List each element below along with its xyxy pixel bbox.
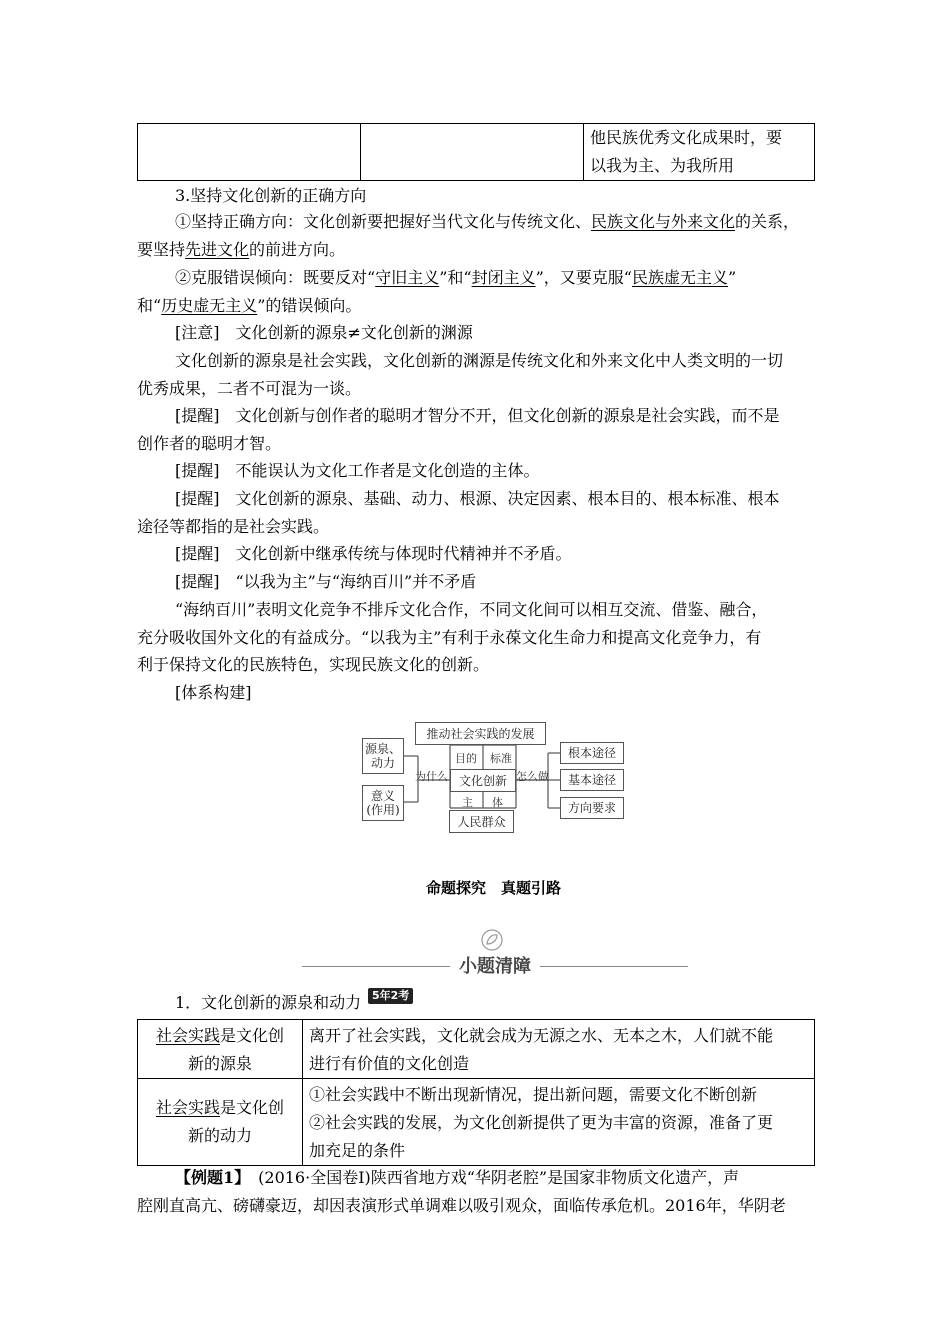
- top-table: [137, 123, 815, 181]
- reminder-5-explain-line2: 充分吸收国外文化的有益成分。“以我为主”有利于永葆文化生命力和提高文化竞争力，有: [137, 628, 762, 647]
- reminder-3-line2: 途径等都指的是社会实践。: [137, 517, 330, 536]
- q1-row1-right: 离开了社会实践，文化就会成为无源之水、无本之木，人们就不能 进行有价值的文化创造: [303, 1020, 815, 1079]
- top-table-cell-3: [584, 124, 815, 181]
- diagram-meaning-box: 意义 (作用): [362, 785, 404, 821]
- q1-table-row: [138, 1079, 815, 1166]
- system-build-label: [体系构建]: [175, 683, 252, 702]
- reminder-2: [提醒] 不能误认为文化工作者是文化创造的主体。: [175, 461, 540, 480]
- reminder-4: [提醒] 文化创新中继承传统与体现时代精神并不矛盾。: [175, 544, 572, 563]
- section3-para1-line2: 要坚持先进文化的前进方向。: [137, 240, 346, 259]
- banner-line-right: [540, 966, 688, 967]
- q1-table: [137, 1019, 815, 1166]
- diagram-how-label: 怎么做: [516, 770, 549, 783]
- reminder-1-line2: 创作者的聪明才智。: [137, 434, 282, 453]
- q1-row2-left: 社会实践是文化创 新的动力: [138, 1079, 303, 1166]
- q1-table-row: [138, 1020, 815, 1079]
- q1-row2-right: ①社会实践中不断出现新情况，提出新问题，需要文化不断创新 ②社会实践的发展，为文化创新提供了更为丰富的资源，准备了更 加充足的条件: [303, 1079, 815, 1166]
- diagram-right-box-3: 方向要求: [560, 797, 624, 819]
- banner-title: 小题清障: [459, 956, 531, 977]
- diagram-right-box-1: 根本途径: [560, 742, 624, 764]
- note-explain-line1: 文化创新的源泉是社会实践，文化创新的渊源是传统文化和外来文化中人类文明的一切: [175, 351, 784, 370]
- example-label: 【例题1】: [175, 1168, 243, 1187]
- top-table-cell-2: [361, 124, 584, 181]
- top-table-text-1: 他民族优秀文化成果时，要: [590, 128, 783, 147]
- leaf-icon: [480, 928, 504, 952]
- reminder-5: [提醒] “以我为主”与“海纳百川”并不矛盾: [175, 572, 477, 591]
- q1-row1-left: 社会实践是文化创 新的源泉: [138, 1020, 303, 1079]
- section-heading: 命题探究 真题引路: [426, 879, 562, 897]
- note-attention: [注意] 文化创新的源泉≠文化创新的渊源: [175, 323, 473, 342]
- top-table-text-2: 以我为主、为我所用: [590, 156, 735, 175]
- reminder-5-explain-line3: 利于保持文化的民族特色，实现民族文化的创新。: [137, 655, 490, 674]
- q1-title: 1．文化创新的源泉和动力: [175, 993, 362, 1012]
- q1-badge: 5年2考: [368, 988, 413, 1004]
- diagram-bottom-box: 人民群众: [449, 810, 514, 833]
- diagram-source-box: 源泉、 动力: [362, 738, 404, 774]
- diagram-subject-label-b: 体: [492, 796, 503, 809]
- reminder-1-line1: [提醒] 文化创新与创作者的聪明才智分不开，但文化创新的源泉是社会实践，而不是: [175, 406, 780, 425]
- diagram-top-box: 推动社会实践的发展: [415, 722, 546, 745]
- section3-para2-line2: 和“历史虚无主义”的错误倾向。: [137, 296, 362, 315]
- section3-title: 3.坚持文化创新的正确方向: [175, 186, 367, 205]
- reminder-5-explain-line1: “海纳百川”表明文化竞争不排斥文化合作，不同文化间可以相互交流、借鉴、融合，: [175, 600, 768, 619]
- section3-para2-line1: ②克服错误倾向：既要反对“守旧主义”和“封闭主义”，又要克服“民族虚无主义”: [175, 268, 737, 287]
- example-line1: 【例题1】 (2016·全国卷Ⅰ)陕西省地方戏“华阴老腔”是国家非物质文化遗产，声: [175, 1168, 740, 1187]
- example-line2: 腔刚直高亢、磅礴豪迈，却因表演形式单调难以吸引观众，面临传承危机。2016年，华阴老: [137, 1196, 786, 1215]
- section3-para1-line1: ①坚持正确方向：文化创新要把握好当代文化与传统文化、民族文化与外来文化的关系，: [175, 212, 800, 231]
- diagram-purpose-label: 目的: [455, 752, 477, 765]
- diagram-subject-label-a: 主: [462, 796, 473, 809]
- diagram-center-box: 文化创新: [450, 769, 516, 792]
- diagram-right-box-2: 基本途径: [560, 769, 624, 791]
- diagram-standard-label: 标准: [490, 752, 512, 765]
- top-table-cell-1: [138, 124, 361, 181]
- reminder-3-line1: [提醒] 文化创新的源泉、基础、动力、根源、决定因素、根本目的、根本标准、根本: [175, 489, 780, 508]
- note-explain-line2: 优秀成果，二者不可混为一谈。: [137, 379, 362, 398]
- diagram-why-label: 为什么: [415, 770, 448, 783]
- banner-line-left: [302, 966, 450, 967]
